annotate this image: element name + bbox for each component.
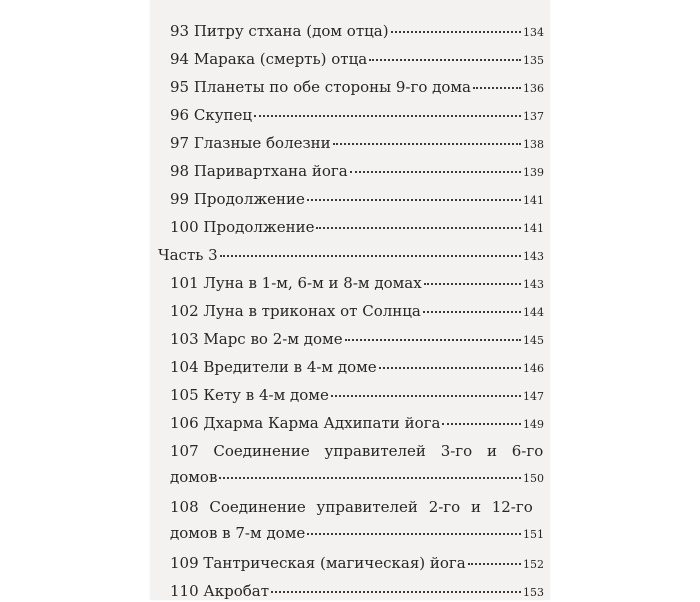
toc-line [170, 358, 544, 378]
leader-dots [254, 105, 521, 117]
leader-dots [307, 523, 521, 535]
toc-title: 101 Луна в 1-м, 6-м и 8-м домах [170, 274, 422, 292]
toc-title: 95 Планеты по обе стороны 9-го дома [170, 78, 472, 96]
toc-title: 93 Питру стхана (дом отца) [170, 22, 389, 40]
toc-page-number: 141 [523, 194, 544, 207]
toc-line [170, 386, 544, 406]
toc-page-number: 145 [523, 334, 544, 347]
leader-dots [331, 385, 521, 397]
toc-line [170, 554, 544, 574]
toc-line [170, 50, 544, 70]
leader-dots [391, 21, 521, 33]
toc-page-number: 151 [523, 528, 544, 541]
leader-dots [219, 467, 521, 479]
leader-dots [271, 581, 521, 593]
leader-dots [316, 217, 521, 229]
toc-page-number: 136 [523, 82, 544, 95]
toc-page-number: 143 [523, 250, 544, 263]
toc-page-number: 143 [523, 278, 544, 291]
toc-line [170, 106, 544, 126]
toc-title: 102 Луна в триконах от Солнца [170, 302, 421, 320]
toc-title: 110 Акробат [170, 582, 270, 600]
leader-dots [220, 245, 521, 257]
toc-title-line1: 108 Соединение управителей 2-го и 12-го [170, 498, 533, 516]
toc-line [170, 78, 544, 98]
toc-line [170, 274, 544, 294]
toc-line [170, 442, 544, 460]
toc-title: 97 Глазные болезни [170, 134, 331, 152]
leader-dots [442, 413, 521, 425]
toc-page-number: 144 [523, 306, 544, 319]
toc-line [170, 162, 544, 182]
toc-title-line2: домов в 7-м доме [170, 524, 306, 542]
leader-dots [473, 77, 521, 89]
toc-line [170, 302, 544, 322]
leader-dots [379, 357, 521, 369]
toc-line [170, 22, 544, 42]
leader-dots [468, 553, 521, 565]
toc-line [170, 498, 544, 516]
toc-page-number: 139 [523, 166, 544, 179]
leader-dots [345, 329, 521, 341]
toc-title: 106 Дхарма Карма Адхипати йога [170, 414, 441, 432]
toc-title: 109 Тантрическая (магическая) йога [170, 554, 466, 572]
toc-page-number: 135 [523, 54, 544, 67]
book-page [150, 0, 550, 600]
toc-line [170, 190, 544, 210]
leader-dots [423, 301, 521, 313]
toc-page-number: 147 [523, 390, 544, 403]
leader-dots [424, 273, 521, 285]
toc-line [170, 468, 544, 488]
toc-title: 105 Кету в 4-м доме [170, 386, 329, 404]
leader-dots [333, 133, 521, 145]
toc-page-number: 149 [523, 418, 544, 431]
toc-title: 103 Марс во 2-м доме [170, 330, 343, 348]
toc-page-number: 137 [523, 110, 544, 123]
toc-line [170, 524, 544, 544]
toc-line [170, 414, 544, 434]
toc-page-number: 146 [523, 362, 544, 375]
leader-dots [369, 49, 521, 61]
toc-line [170, 134, 544, 154]
toc-title: 100 Продолжение [170, 218, 315, 236]
leader-dots [350, 161, 521, 173]
toc-title-line1: 107 Соединение управителей 3-го и 6-го [170, 442, 544, 460]
toc-page-number: 152 [523, 558, 544, 571]
toc-line [158, 246, 544, 266]
toc-title: 96 Скупец [170, 106, 253, 124]
toc-line [170, 330, 544, 350]
toc-page-number: 134 [523, 26, 544, 39]
toc-page-number: 153 [523, 586, 544, 599]
toc-page-number: 150 [523, 472, 544, 485]
toc-title: 94 Марака (смерть) отца [170, 50, 368, 68]
toc-title: 104 Вредители в 4-м доме [170, 358, 377, 376]
toc-line [170, 582, 544, 602]
toc-page-number: 138 [523, 138, 544, 151]
leader-dots [307, 189, 521, 201]
toc-title: 99 Продолжение [170, 190, 305, 208]
toc-title: 98 Паривартхана йога [170, 162, 348, 180]
toc-title: Часть 3 [158, 246, 218, 264]
toc-page-number: 141 [523, 222, 544, 235]
toc-title-line2: домов [170, 468, 218, 486]
toc-line [170, 218, 544, 238]
